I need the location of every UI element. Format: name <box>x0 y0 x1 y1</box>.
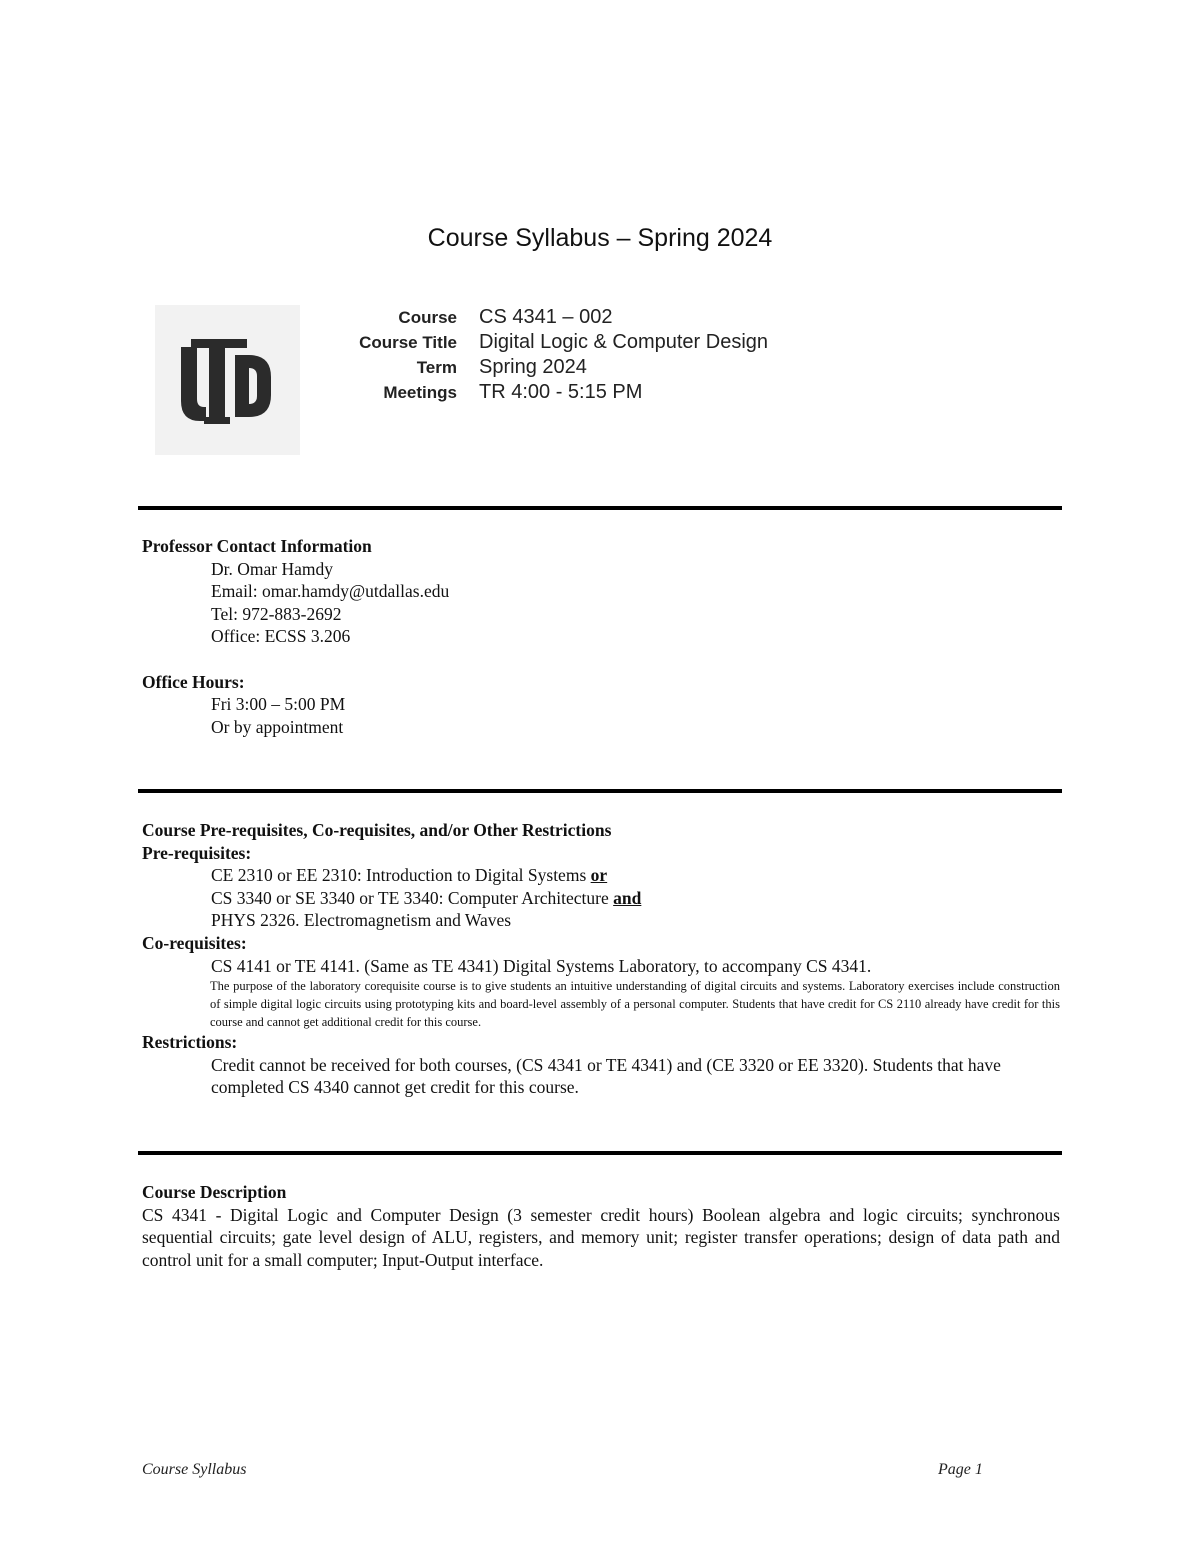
course-label: Course <box>398 308 457 327</box>
meetings-label: Meetings <box>383 383 457 402</box>
pre-requisites-heading: Pre-requisites: <box>142 842 252 863</box>
prereq-heading: Course Pre-requisites, Co-requisites, and/or Other Restrictions <box>142 820 612 840</box>
course-value: CS 4341 – 002 <box>479 306 613 328</box>
course-title-label: Course Title <box>359 333 457 352</box>
co-requisites-heading: Co-requisites: <box>142 932 247 953</box>
course-title-row <box>300 331 768 356</box>
course-title-value: Digital Logic & Computer Design <box>479 331 769 353</box>
coreq-description: The purpose of the laboratory corequisite course is to give students an intuitive understanding of digital circuits and systems. Laboratory exercises include construction of simple digital logic circuits using prototyping kits and board-level assembly of a personal computer. Students that have credit for CS 2110 already have credit for this course and cannot get additional credit for this course. <box>210 979 1060 1030</box>
course-info-table <box>300 306 768 406</box>
professor-email: Email: omar.hamdy@utdallas.edu <box>211 581 450 602</box>
footer-page-number: Page 1 <box>938 1461 983 1478</box>
prereq-conjunction: and <box>613 887 642 908</box>
restrictions-heading: Restrictions: <box>142 1032 238 1053</box>
term-row <box>300 356 768 381</box>
section-divider <box>138 789 1062 793</box>
meetings-value: TR 4:00 - 5:15 PM <box>479 381 643 403</box>
professor-office: Office: ECSS 3.206 <box>211 626 351 647</box>
prereq-text: CE 2310 or EE 2310: Introduction to Digital Systems <box>211 865 591 886</box>
prereq-line <box>142 864 1060 887</box>
professor-name: Dr. Omar Hamdy <box>211 558 333 579</box>
prereq-section <box>142 819 1060 1099</box>
prereq-line: PHYS 2326. Electromagnetism and Waves <box>211 910 512 931</box>
contact-heading: Professor Contact Information <box>142 536 372 556</box>
prereq-text: CS 3340 or SE 3340 or TE 3340: Computer Architecture <box>211 887 614 908</box>
office-hours-time: Fri 3:00 – 5:00 PM <box>211 694 346 715</box>
coreq-line: CS 4141 or TE 4141. (Same as TE 4341) Digital Systems Laboratory, to accompany CS 4341. <box>211 955 872 976</box>
term-value: Spring 2024 <box>479 356 587 378</box>
contact-section <box>142 535 1060 738</box>
description-text: CS 4341 - Digital Logic and Computer Design (3 semester credit hours) Boolean algebra and logic circuits; synchronous sequential circuits; gate level design of ALU, registers, and memory unit; register transfer operations; design of data path and control unit for a small computer; Input-Output interface. <box>142 1204 1060 1270</box>
description-section <box>142 1181 1060 1271</box>
office-hours-heading: Office Hours: <box>142 671 245 692</box>
meetings-row <box>300 381 768 406</box>
office-hours-alt: Or by appointment <box>211 716 344 737</box>
prereq-conjunction: or <box>590 865 608 886</box>
prereq-line <box>142 887 1060 910</box>
section-divider <box>138 1151 1062 1155</box>
section-divider <box>138 506 1062 510</box>
term-label: Term <box>416 358 457 377</box>
restrictions-text: Credit cannot be received for both courses, (CS 4341 or TE 4341) and (CE 3320 or EE 3320). Students that have completed CS 4340 cannot get credit for this course. <box>211 1054 1001 1098</box>
professor-phone: Tel: 972-883-2692 <box>211 603 342 624</box>
footer-left: Course Syllabus <box>142 1461 247 1478</box>
course-row <box>300 306 768 331</box>
utd-logo-icon <box>155 305 300 455</box>
description-heading: Course Description <box>142 1182 287 1202</box>
page-title: Course Syllabus – Spring 2024 <box>427 224 773 252</box>
